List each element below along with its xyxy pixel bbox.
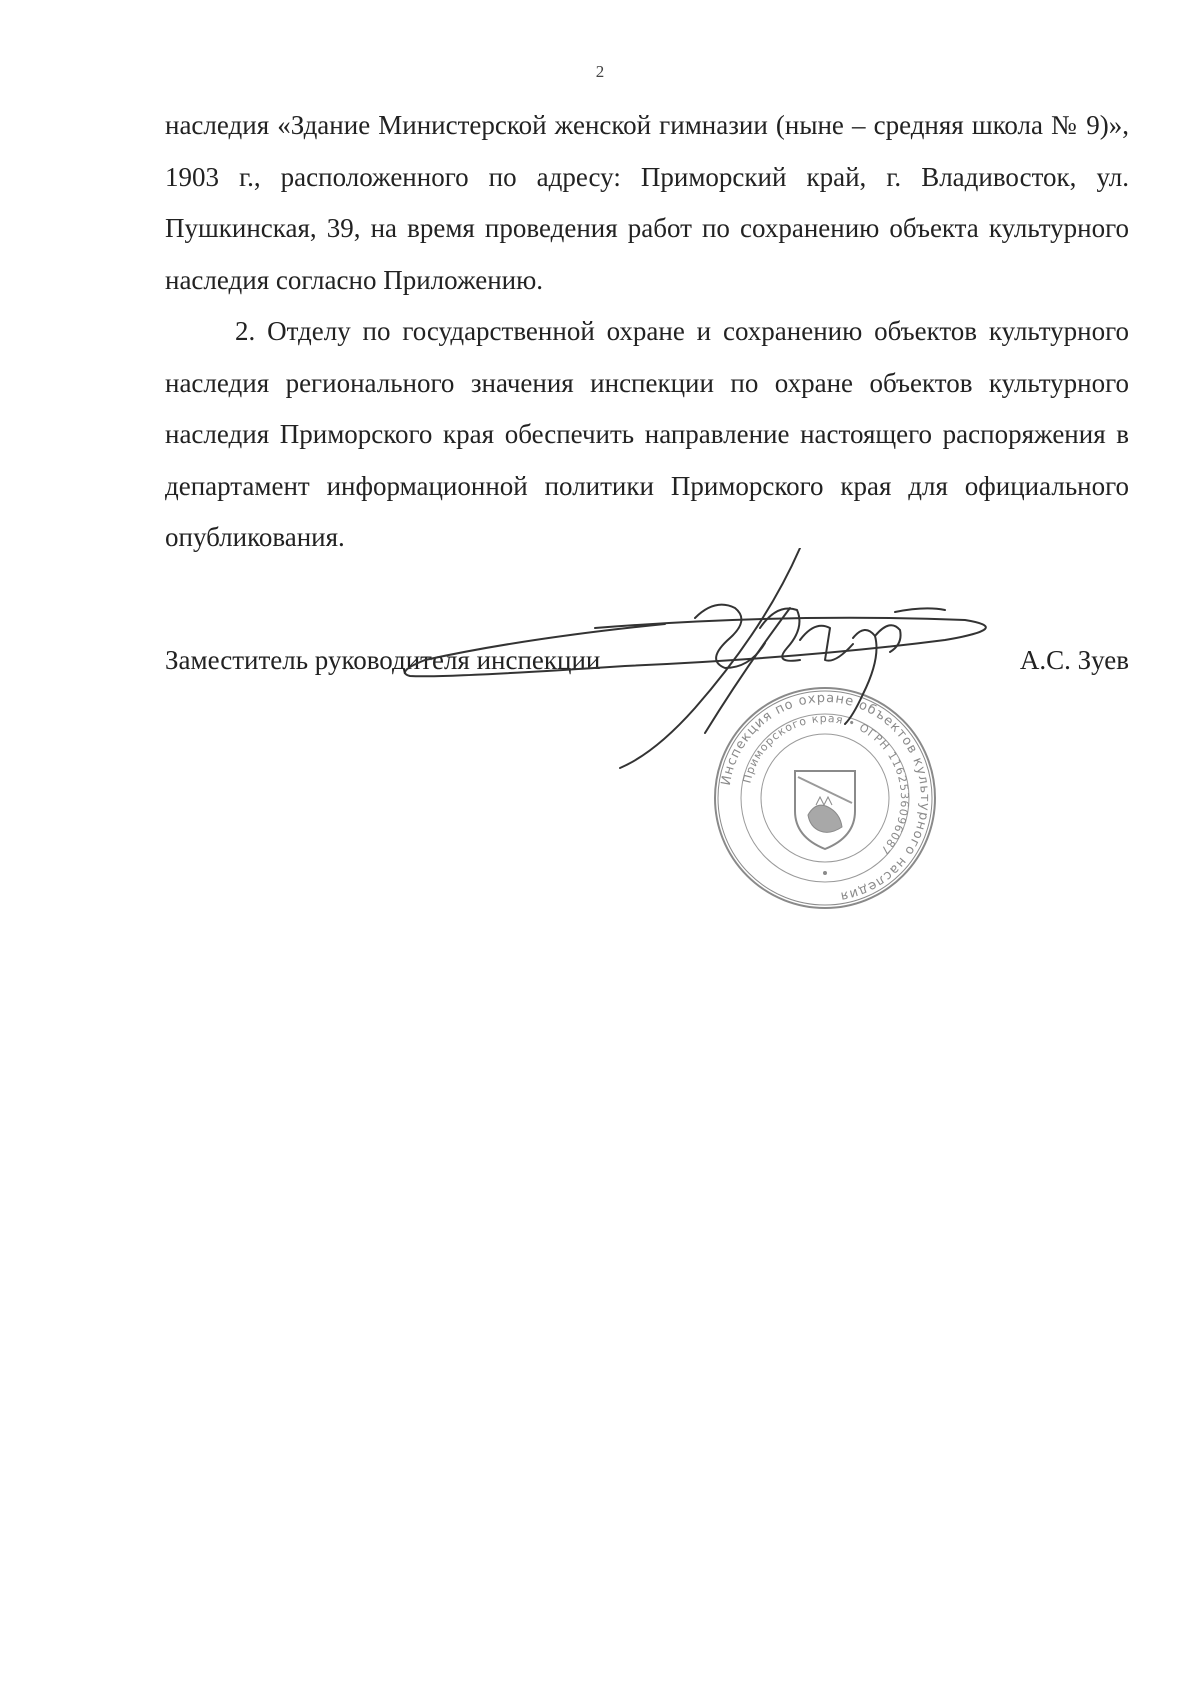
signer-title: Заместитель руководителя инспекции bbox=[165, 645, 601, 675]
paragraph-continuation: наследия «Здание Министерской женской гимназии (ныне – средняя школа № 9)», 1903 г., расположенного по адресу: Приморский край, г. Владивосток, ул. Пушкинская, 39, на время проведения работ по сохранению объекта культурного наследия согласно Приложению. bbox=[165, 110, 1129, 295]
page-number: 2 bbox=[595, 62, 605, 81]
seal-inner-text: Приморского края • ОГРН 1162536096087 bbox=[740, 711, 912, 858]
paragraph-item-2: 2. Отделу по государственной охране и сохранению объектов культурного наследия регионального значения инспекции по охране объектов культурного наследия Приморского края обеспечить направление настоящего распоряжения в департамент информационной политики Приморского края для официального опубликования. bbox=[165, 316, 1129, 552]
coat-of-arms-icon bbox=[795, 771, 855, 849]
document-body bbox=[165, 100, 1129, 564]
signer-name: А.С. Зуев bbox=[1019, 645, 1129, 675]
handwritten-signature bbox=[405, 548, 1105, 778]
seal-outer-text: Инспекция по охране объектов культурного наследия bbox=[718, 690, 933, 904]
